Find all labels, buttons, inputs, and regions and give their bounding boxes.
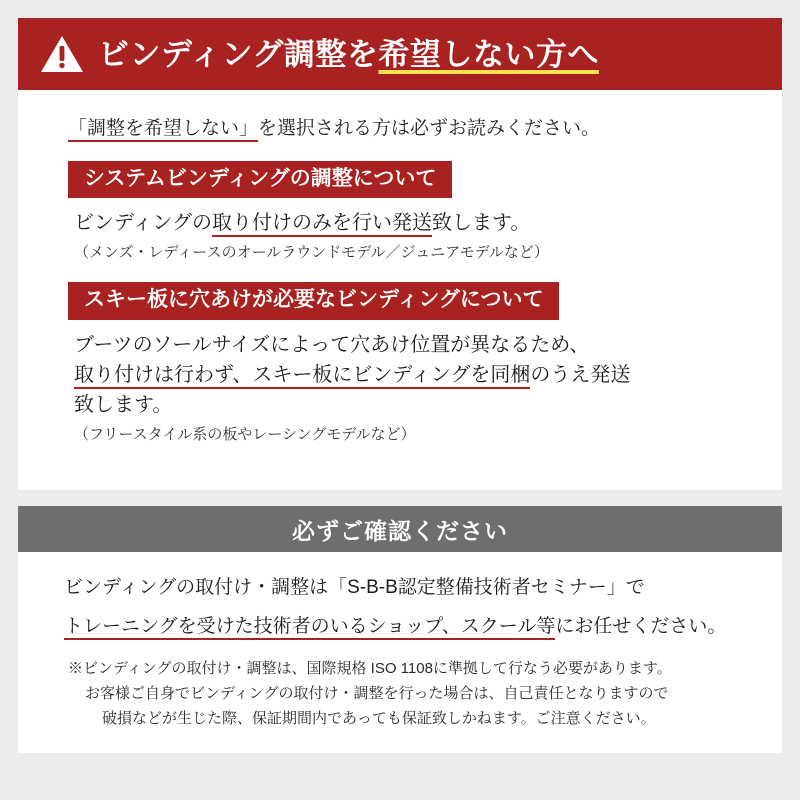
banner-title-underlined: 希望しない方へ xyxy=(378,36,599,72)
main-card xyxy=(18,18,782,490)
confirm-line-1: ビンディングの取付け・調整は「S-B-B認定整備技術者セミナー」で xyxy=(64,577,645,599)
section-2-line3: 致します。 xyxy=(74,393,173,416)
lead-text xyxy=(68,116,756,143)
warning-triangle-icon xyxy=(40,32,84,76)
confirm-line-2 xyxy=(64,613,756,642)
fine-print-line-3: 破損などが生じた際、保証期間内であっても保証致しかねます。ご注意ください。 xyxy=(102,709,656,727)
section-1-text-after: 致します。 xyxy=(432,211,531,234)
section-1-text xyxy=(74,208,756,238)
confirm-banner: 必ずご確認ください xyxy=(18,506,782,552)
confirm-card xyxy=(18,506,782,753)
section-1-note: （メンズ・レディースのオールラウンドモデル／ジュニアモデルなど） xyxy=(74,243,549,261)
banner-title-plain: ビンディング調整を xyxy=(98,36,379,72)
section-2-line1: ブーツのソールサイズによって穴あけ位置が異なるため、 xyxy=(74,333,590,356)
section-2-line2 xyxy=(74,360,756,390)
fine-print-line-2: お客様ご自身でビンディングの取付け・調整を行った場合は、自己責任となりますので xyxy=(85,684,669,702)
section-2-line2-after: のうえ発送 xyxy=(530,363,631,386)
section-1-text-before: ビンディングの xyxy=(74,211,212,234)
section-heading-system-binding: システムビンディングの調整について xyxy=(68,161,452,198)
section-2-line2-underlined: 取り付けは行わず、スキー板にビンディングを同梱 xyxy=(74,364,530,389)
lead-underlined: 「調整を希望しない」 xyxy=(68,118,258,142)
section-1-text-underlined: 取り付けのみを行い発送 xyxy=(212,212,432,237)
main-banner-title xyxy=(98,36,599,72)
fine-print-line-1: ※ビンディングの取付け・調整は、国際規格 ISO 1108に準拠して行なう必要があります。 xyxy=(68,660,672,678)
fine-print xyxy=(68,657,756,731)
confirm-line-2-underlined: トレーニングを受けた技術者のいるショップ、スクール等 xyxy=(64,616,555,640)
section-2-note: （フリースタイル系の板やレーシングモデルなど） xyxy=(74,425,416,443)
main-card-body xyxy=(18,90,782,490)
confirm-card-body xyxy=(18,552,782,753)
main-banner xyxy=(18,18,782,90)
section-heading-drilling-binding: スキー板に穴あけが必要なビンディングについて xyxy=(68,282,559,319)
lead-rest: を選択される方は必ずお読みください。 xyxy=(258,118,601,139)
confirm-line-2-after: にお任せください。 xyxy=(555,615,727,637)
